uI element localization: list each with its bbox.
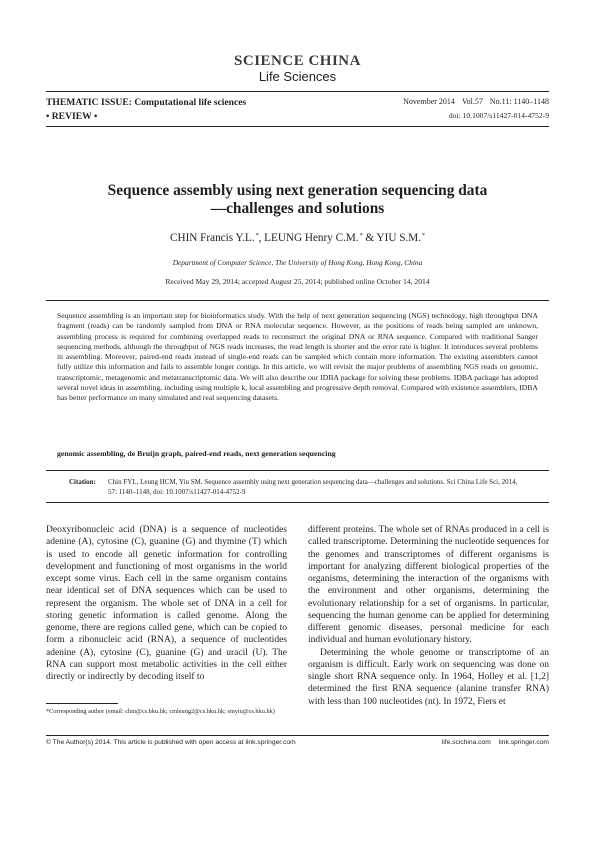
- journal-site-link[interactable]: life.scichina.com: [441, 739, 491, 746]
- affiliation: Department of Computer Science, The University of Hong Kong, Hong Kong, China: [172, 258, 423, 267]
- issue-number: No.11: 1140–1148: [489, 97, 549, 106]
- thematic-issue: THEMATIC ISSUE: Computational life sciences: [46, 97, 247, 108]
- section-label: • REVIEW •: [46, 111, 98, 122]
- header-rule: [46, 91, 549, 92]
- issue-info: [396, 97, 549, 106]
- keywords: genomic assembling, de Bruijn graph, paired-end reads, next generation sequencing: [57, 449, 336, 458]
- journal-name: SCIENCE CHINA: [234, 53, 361, 69]
- header-rule-bottom: [46, 126, 549, 127]
- journal-subtitle: Life Sciences: [258, 69, 337, 84]
- author-sep-2: &: [362, 232, 377, 244]
- body-column-left: [46, 524, 287, 683]
- article-title: [60, 182, 535, 218]
- title-line-2: —challenges and solutions: [210, 200, 385, 217]
- license-notice: © The Author(s) 2014. This article is published with open access at link.springer.com: [46, 739, 296, 746]
- author-3-mark: *: [421, 233, 425, 239]
- citation-label: Citation:: [69, 478, 96, 486]
- body-column-right: [308, 524, 549, 708]
- body-paragraph: different proteins. The whole set of RNAs produced in a cell is called transcriptome. Determining the nucleotide sequences for the genomes and transcriptomes of different organisms is important for analyzing different biological properties of the organisms, determining the interaction of the organisms with the environment and other organisms, determining the evolutionary relationship for a set of organisms. In particular, sequencing the human genome can be applied for determining different genomic diseases, personal medicine for each individual and human evolutionary history.: [308, 525, 549, 646]
- footer-rule: [46, 735, 549, 736]
- issue-volume: Vol.57: [461, 97, 483, 106]
- body-paragraph: Deoxyribonucleic acid (DNA) is a sequence of nucleotides adenine (A), cytosine (C), guanine (G) and thymine (T) which is used to encode all genetic information for controlling development and functioning of most organisms in the world except some virus. Each cell in the same organism contains near identical set of DNA sequences which can be used to represent the organism. The whole set of DNA in a cell for storing genetic information is called genome. Along the genome, there are regions called gene, which can be copied to form a ribonucleic acid (RNA), a sequence of nucleotides adenine (A), cytosine (C), guanine (G) and uracil (U). The RNA can support most metabolic activities in the cell either directly or indirectly by decoding itself to: [46, 525, 287, 682]
- corresponding-author-footnote: *Corresponding author (email: chin@cs.hku.hk; cmleung2@cs.hku.hk; smyiu@cs.hku.hk): [46, 708, 275, 715]
- citation-text: Chin FYL, Leung HCM, Yiu SM. Sequence assembly using next generation sequencing data—challenges and solutions. Sci China Life Sci, 2014, 57: 1140–1148, doi: 10.1007/s11427-014-4752-9: [108, 478, 518, 496]
- footer-links: [442, 739, 549, 746]
- author-sep-1: ,: [258, 232, 265, 244]
- abstract-rule-bottom: [46, 470, 549, 471]
- author-1-mark: *: [255, 233, 259, 239]
- author-3: YIU S.M.: [376, 232, 421, 244]
- footnote-rule: [46, 703, 118, 704]
- publication-dates: Received May 29, 2014; accepted August 25, 2014; published online October 14, 2014: [165, 277, 430, 286]
- author-list: [60, 232, 535, 244]
- issue-date: November 2014: [403, 97, 455, 106]
- author-1: CHIN Francis Y.L.: [170, 232, 255, 244]
- body-paragraph: Determining the whole genome or transcriptome of an organism is difficult. Early work on sequencing was done on single short RNA sequence only. In 1964, Holley et al. [1,2] determined the first RNA sequence (alanine transfer RNA) with less than 100 nucleotides (nt). In 1972, Fiers et: [308, 647, 549, 707]
- abstract-rule-top: [46, 300, 549, 301]
- citation-rule: [46, 502, 549, 503]
- doi[interactable]: doi: 10.1007/s11427-014-4752-9: [448, 111, 549, 120]
- springer-link[interactable]: link.springer.com: [498, 739, 549, 746]
- author-2: LEUNG Henry C.M.: [264, 232, 359, 244]
- author-2-mark: *: [359, 233, 363, 239]
- title-line-1: Sequence assembly using next generation sequencing data: [107, 182, 488, 199]
- abstract: Sequence assembling is an important step for bioinformatics study. With the help of next generation sequencing (NGS) technology, high throughput DNA fragment (reads) can be randomly sampled from DNA or RNA molecular sequence. However, as the positions of reads being sampled are unknown, assembling process is required for combining overlapped reads to reconstruct the original DNA or RNA sequence. Compared with traditional Sanger sequencing methods, although the throughput of NGS reads increases, the read length is shorter and the error rate is higher. It introduces several problems in assembling. Moreover, paired-end reads instead of single-end reads can be sampled which contain more information. The existing assemblers cannot fully utilize this information and fails to assemble longer contigs. In this article, we will revisit the major problems of assembling NGS reads on genomic, transcriptomic, metagenomic and metatranscriptomic data. We will also describe our IDBA package for solving these problems. IDBA package has adopted several novel ideas in assembling, including using multiple k, local assembling and progressive depth removal. Compared with existence assemblers, IDBA has better performance on many simulated and real sequencing datasets.: [57, 311, 538, 402]
